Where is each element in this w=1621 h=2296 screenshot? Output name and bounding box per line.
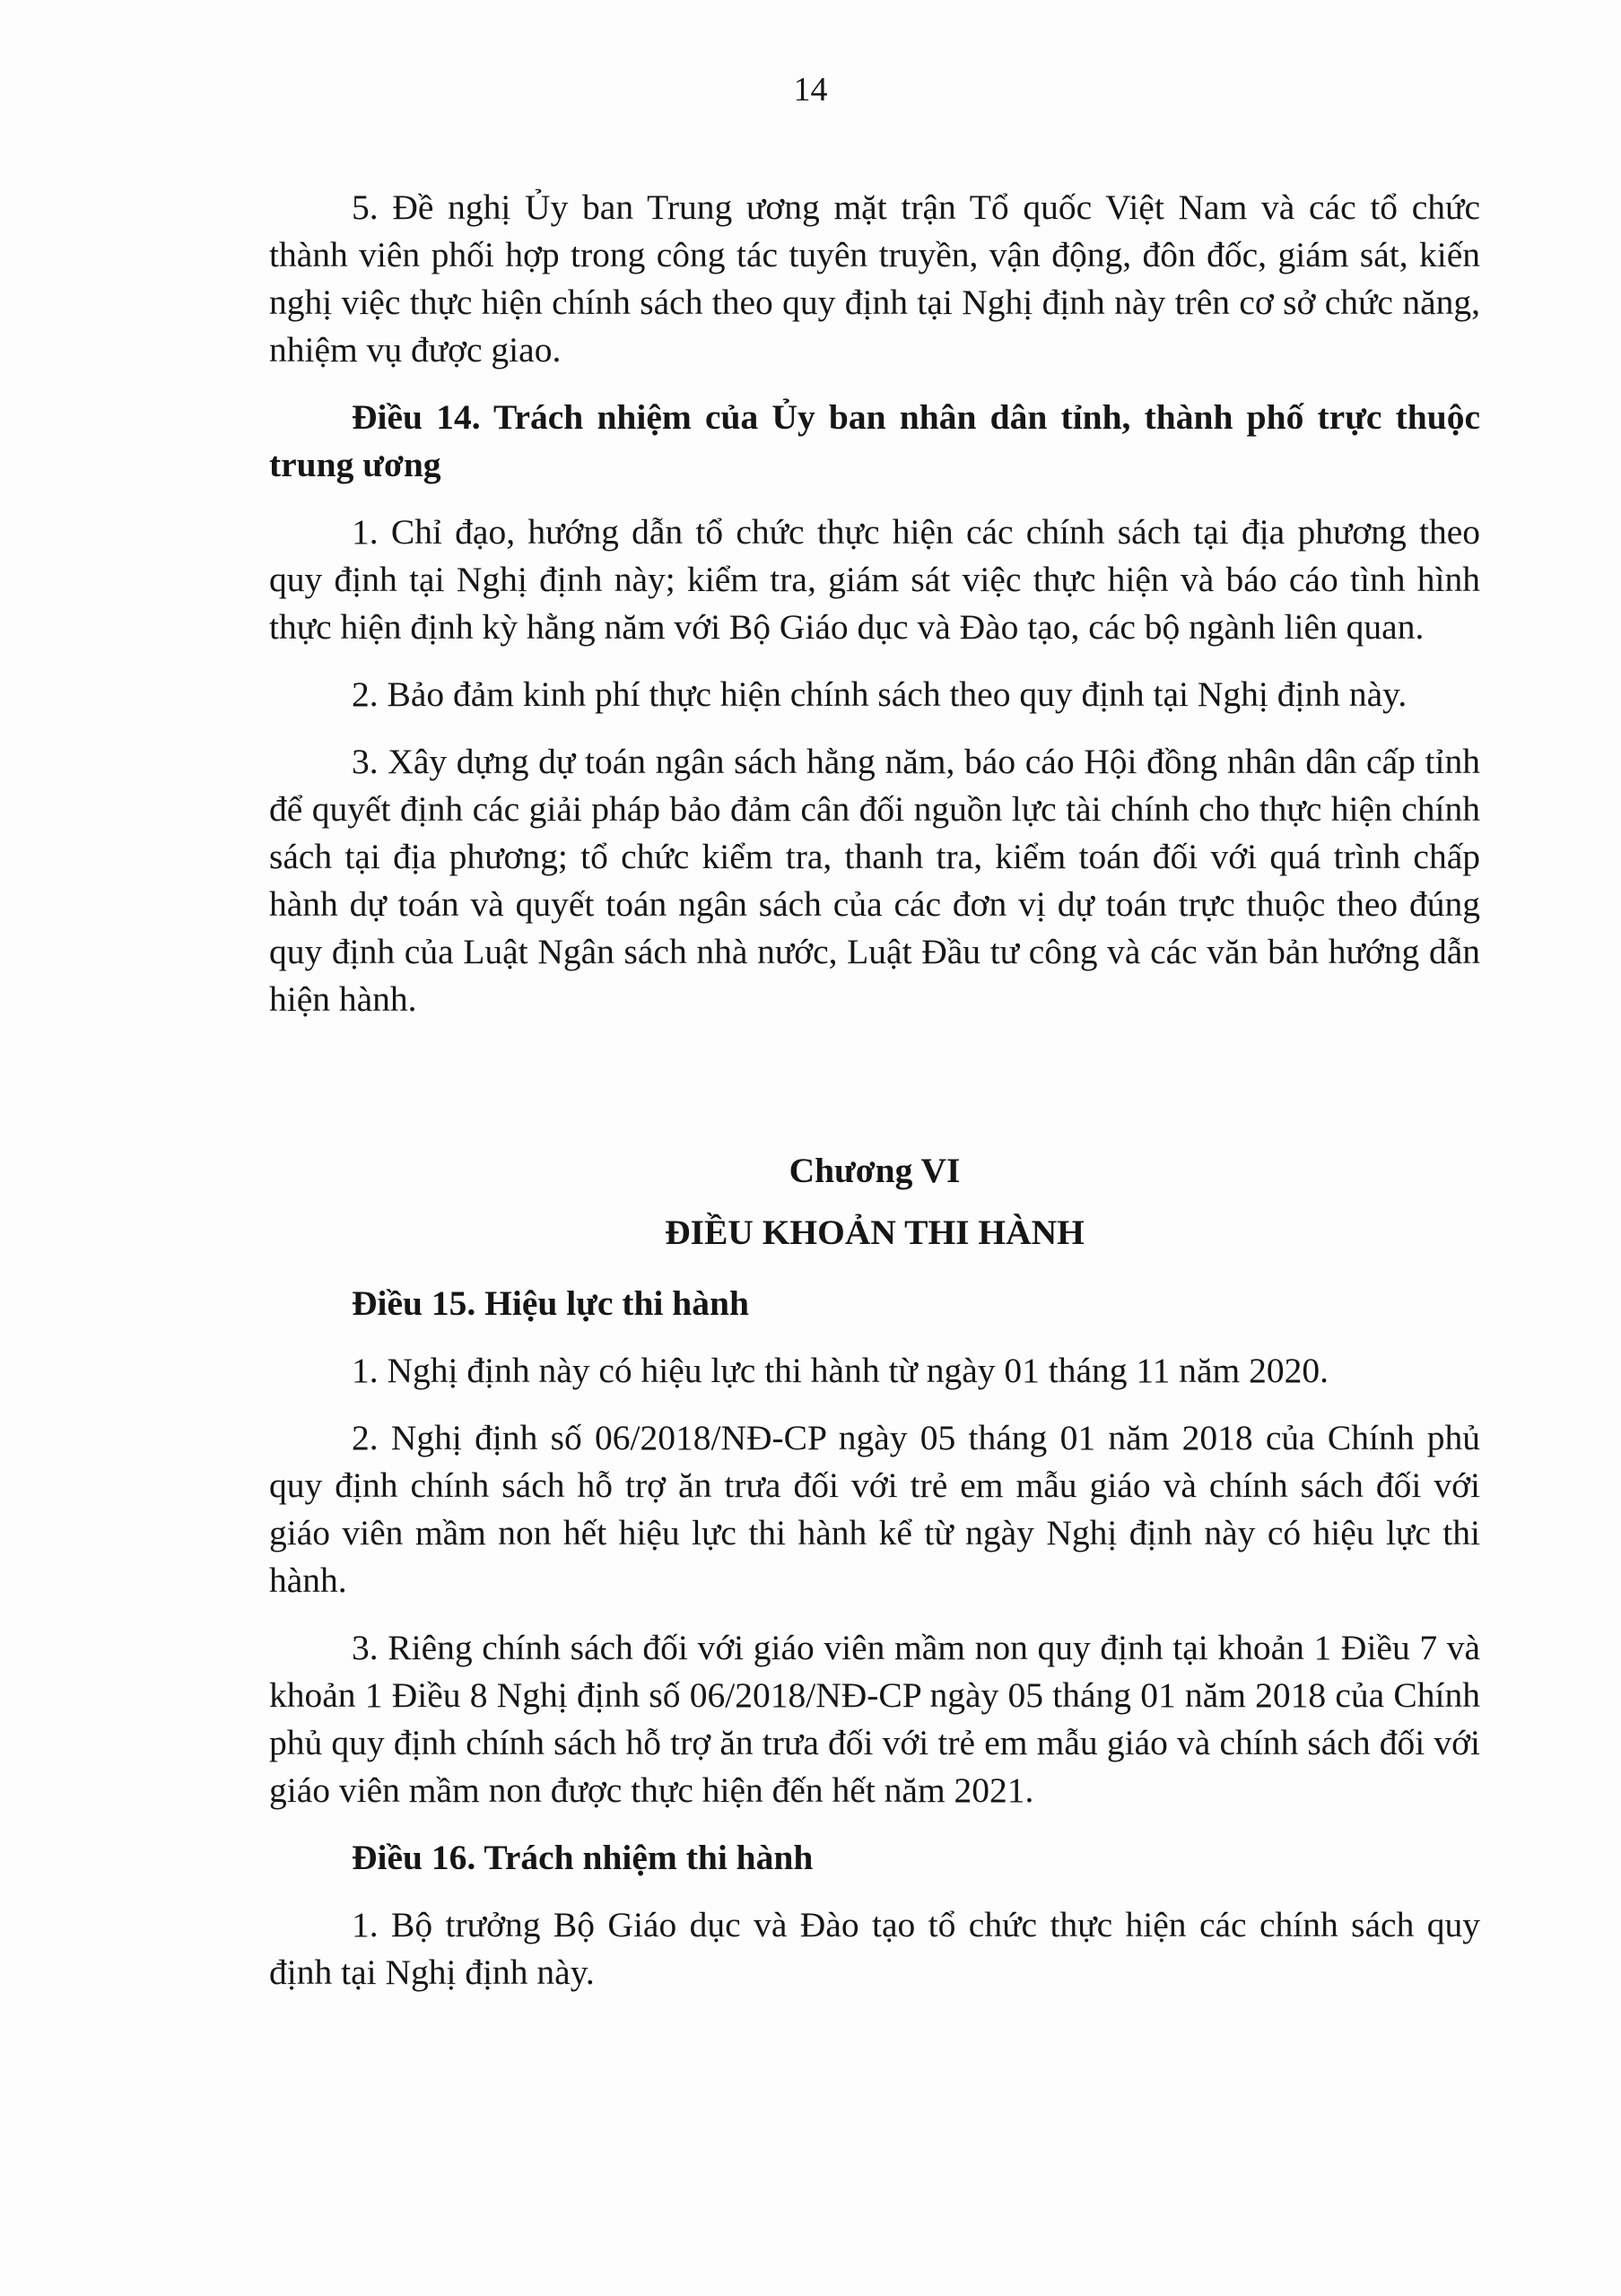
article-15-item-1: 1. Nghị định này có hiệu lực thi hành từ ngày 01 tháng 11 năm 2020. — [352, 1351, 1329, 1390]
article-15-heading: Điều 15. Hiệu lực thi hành — [352, 1283, 749, 1323]
article-14-item-3: 3. Xây dựng dự toán ngân sách hằng năm, báo cáo Hội đồng nhân dân cấp tỉnh để quyết định các giải pháp bảo đảm cân đối nguồn lực tài chính cho thực hiện chính sách tại địa phương; tổ chức kiểm tra, thanh tra, kiểm toán đối với quá trình chấp hành dự toán và quyết toán ngân sách của các đơn vị dự toán trực thuộc theo đúng quy định của Luật Ngân sách nhà nước, Luật Đầu tư công và các văn bản hướng dẫn hiện hành. — [269, 742, 1480, 1019]
article-16-heading: Điều 16. Trách nhiệm thi hành — [352, 1838, 814, 1877]
article-16-item-1: 1. Bộ trưởng Bộ Giáo dục và Đào tạo tổ chức thực hiện các chính sách quy định tại Nghị định này. — [269, 1905, 1480, 1992]
paragraph-5: 5. Đề nghị Ủy ban Trung ương mặt trận Tổ quốc Việt Nam và các tổ chức thành viên phối hợp trong công tác tuyên truyền, vận động, đôn đốc, giám sát, kiến nghị việc thực hiện chính sách theo quy định tại Nghị định này trên cơ sở chức năng, nhiệm vụ được giao. — [269, 187, 1480, 370]
article-15-item-3: 3. Riêng chính sách đối với giáo viên mầm non quy định tại khoản 1 Điều 7 và khoản 1 Điều 8 Nghị định số 06/2018/NĐ-CP ngày 05 tháng 01 năm 2018 của Chính phủ quy định chính sách hỗ trợ ăn trưa đối với trẻ em mẫu giáo và chính sách đối với giáo viên mầm non được thực hiện đến hết năm 2021. — [269, 1628, 1480, 1810]
page-number: 14 — [793, 71, 828, 109]
article-14-heading: Điều 14. Trách nhiệm của Ủy ban nhân dân tỉnh, thành phố trực thuộc trung ương — [269, 397, 1480, 484]
chapter-title: ĐIỀU KHOẢN THI HÀNH — [665, 1213, 1085, 1252]
article-14-item-2: 2. Bảo đảm kinh phí thực hiện chính sách theo quy định tại Nghị định này. — [352, 674, 1407, 714]
document-body — [269, 184, 1480, 2016]
article-15-item-2: 2. Nghị định số 06/2018/NĐ-CP ngày 05 tháng 01 năm 2018 của Chính phủ quy định chính sách hỗ trợ ăn trưa đối với trẻ em mẫu giáo và chính sách đối với giáo viên mầm non hết hiệu lực thi hành kể từ ngày Nghị định này có hiệu lực thi hành. — [269, 1418, 1480, 1600]
chapter-label: Chương VI — [789, 1151, 961, 1190]
article-14-item-1: 1. Chỉ đạo, hướng dẫn tổ chức thực hiện các chính sách tại địa phương theo quy định tại Nghị định này; kiểm tra, giám sát việc thực hiện và báo cáo tình hình thực hiện định kỳ hằng năm với Bộ Giáo dục và Đào tạo, các bộ ngành liên quan. — [269, 512, 1480, 647]
